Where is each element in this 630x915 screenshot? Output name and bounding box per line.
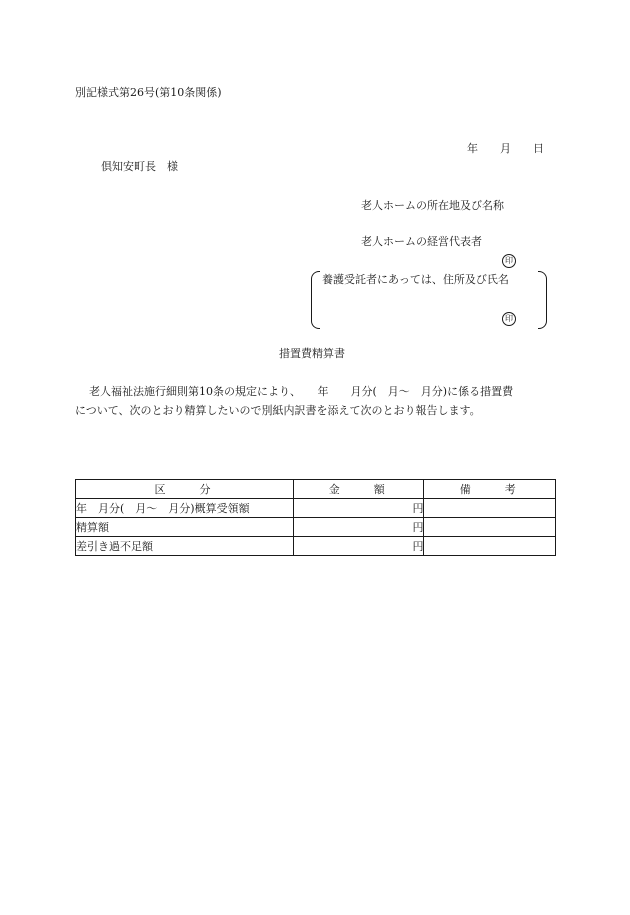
row-amount-unit: 円 bbox=[293, 499, 424, 518]
body-line-1: 老人福祉法施行細則第10条の規定により、 年 月分( 月～ 月分)に係る措置費 bbox=[89, 385, 514, 398]
header-category: 区 分 bbox=[76, 480, 294, 499]
row-amount-unit: 円 bbox=[293, 518, 424, 537]
settlement-table bbox=[75, 479, 556, 556]
body-line-2: について、次のとおり精算したいので別紙内訳書を添えて次のとおり報告します。 bbox=[75, 404, 481, 417]
table-row bbox=[76, 499, 556, 518]
row-amount-unit: 円 bbox=[293, 537, 424, 556]
document-title: 措置費精算書 bbox=[279, 347, 345, 360]
row-label: 差引き過不足額 bbox=[76, 537, 294, 556]
trustee-note: 養護受託者にあっては、住所及び氏名 bbox=[322, 273, 509, 286]
left-bracket bbox=[311, 271, 320, 329]
header-amount: 金 額 bbox=[293, 480, 424, 499]
row-label: 年 月分( 月～ 月分)概算受領額 bbox=[76, 499, 294, 518]
table-row bbox=[76, 537, 556, 556]
facility-location-name: 老人ホームの所在地及び名称 bbox=[361, 199, 504, 212]
row-note bbox=[424, 499, 556, 518]
addressee: 倶知安町長 様 bbox=[101, 160, 178, 173]
row-label: 精算額 bbox=[76, 518, 294, 537]
row-note bbox=[424, 537, 556, 556]
header-remarks: 備 考 bbox=[424, 480, 556, 499]
seal-mark-1: 印 bbox=[502, 254, 516, 268]
table-header-row bbox=[76, 480, 556, 499]
seal-mark-2: 印 bbox=[502, 312, 516, 326]
right-bracket bbox=[538, 271, 547, 329]
form-number: 別記様式第26号(第10条関係) bbox=[75, 86, 222, 99]
table-row bbox=[76, 518, 556, 537]
date-line: 年 月 日 bbox=[467, 142, 544, 155]
facility-operator: 老人ホームの経営代表者 bbox=[361, 235, 482, 248]
row-note bbox=[424, 518, 556, 537]
